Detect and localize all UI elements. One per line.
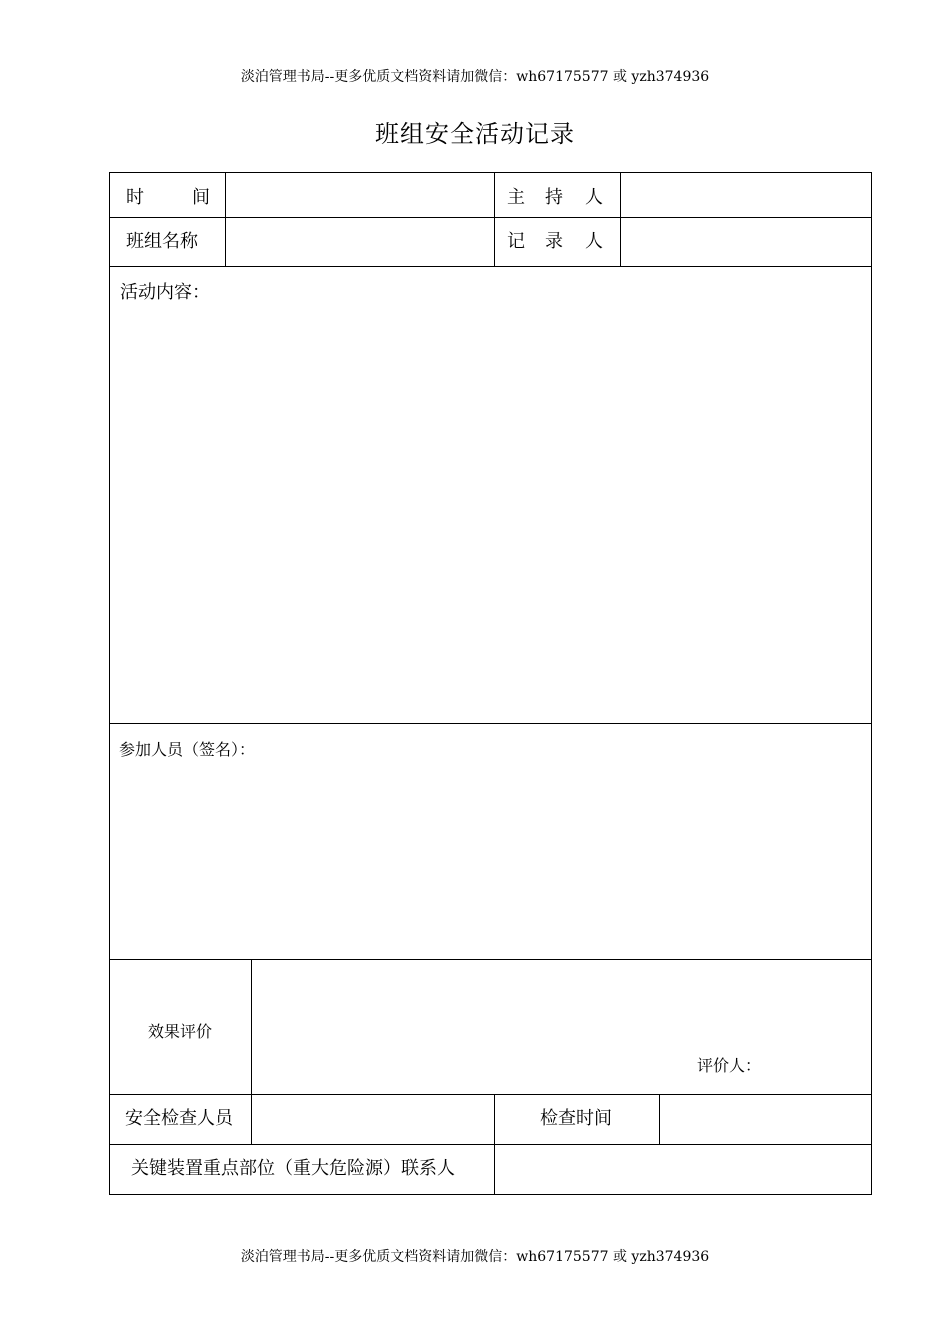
col-divider — [659, 1094, 660, 1144]
safety-inspector-label: 安全检查人员 — [125, 1108, 233, 1129]
row-divider — [110, 266, 871, 267]
evaluator-label: 评价人： — [697, 1056, 762, 1075]
host-label-char-3: 人 — [585, 187, 603, 208]
col-divider — [494, 173, 495, 266]
activity-content-label: 活动内容： — [120, 282, 210, 303]
col-divider — [251, 959, 252, 1144]
time-label — [126, 188, 210, 208]
recorder-label-char-1: 记 — [507, 231, 525, 252]
participants-label: 参加人员（签名）： — [119, 740, 256, 759]
time-label-char-2: 间 — [192, 187, 210, 208]
host-label-char-2: 持 — [545, 187, 563, 208]
effect-evaluation-label: 效果评价 — [148, 1022, 213, 1041]
recorder-label — [507, 232, 603, 252]
inspection-time-label: 检查时间 — [540, 1108, 612, 1129]
header-note: 淡泊管理书局--更多优质文档资料请加微信：wh67175577 或 yzh374936 — [240, 69, 710, 85]
row-divider — [110, 959, 871, 960]
host-label-char-1: 主 — [507, 187, 525, 208]
col-divider — [225, 173, 226, 266]
col-divider — [494, 1094, 495, 1194]
footer-note: 淡泊管理书局--更多优质文档资料请加微信：wh67175577 或 yzh374936 — [240, 1249, 710, 1265]
activity-record-form — [109, 172, 872, 1195]
col-divider — [620, 173, 621, 266]
team-name-label: 班组名称 — [126, 231, 198, 252]
recorder-label-char-2: 录 — [545, 231, 563, 252]
row-divider — [110, 1094, 871, 1095]
row-divider — [110, 1144, 871, 1145]
host-label — [507, 188, 603, 208]
key-contact-label: 关键装置重点部位（重大危险源）联系人 — [131, 1158, 455, 1179]
row-divider — [110, 723, 871, 724]
page-title: 班组安全活动记录 — [375, 120, 575, 148]
time-label-char-1: 时 — [126, 187, 144, 208]
recorder-label-char-3: 人 — [585, 231, 603, 252]
